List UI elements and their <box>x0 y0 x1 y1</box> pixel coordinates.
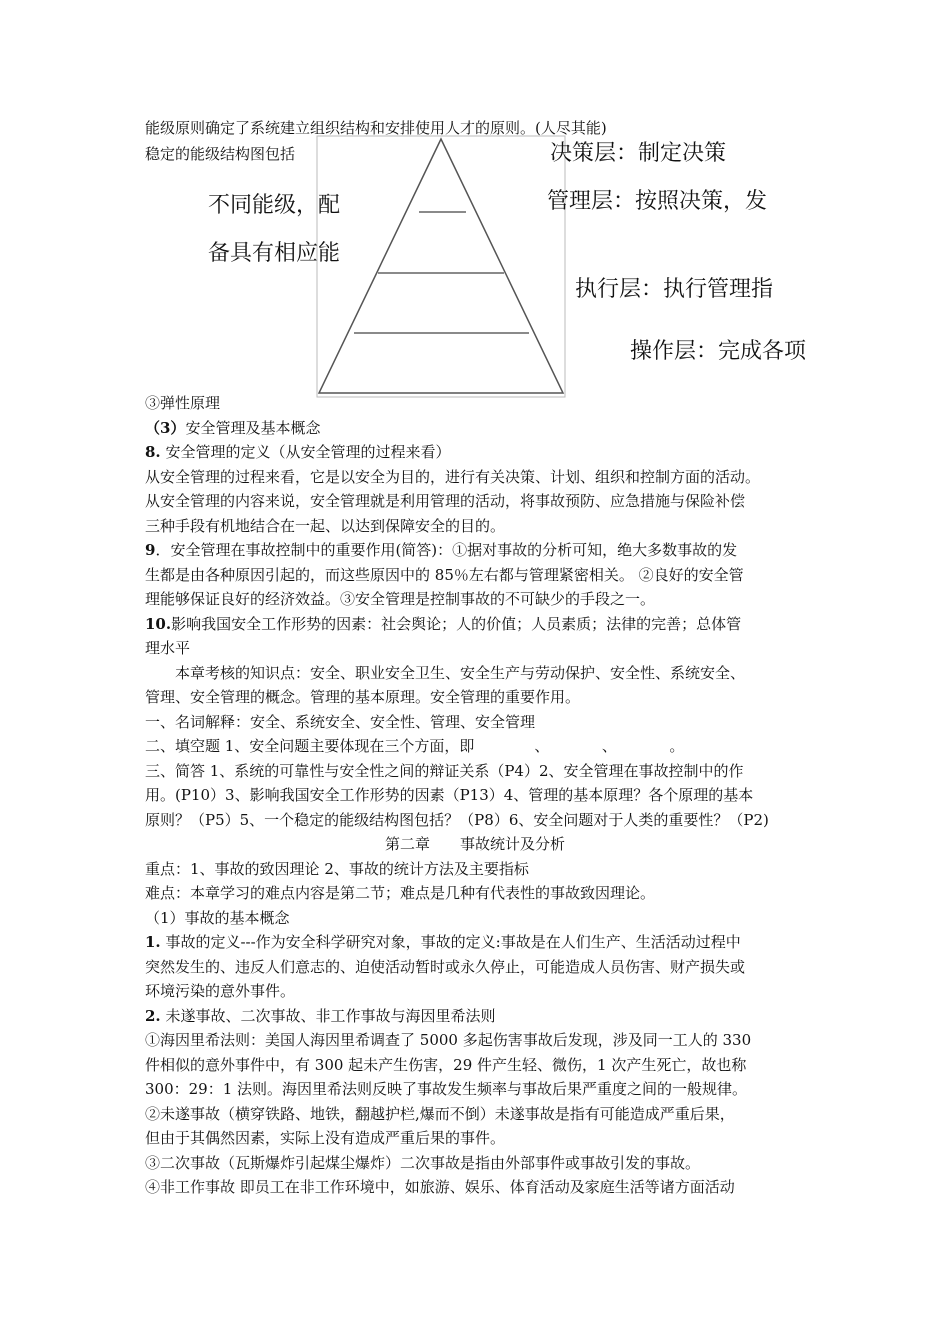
body-line <box>0 834 950 854</box>
body-line <box>145 1079 747 1099</box>
pyramid-triangle <box>319 139 563 393</box>
energy-level-pyramid-figure <box>316 135 566 398</box>
level-management: 管理层：按照决策，发 <box>547 189 768 214</box>
line-text: 环境污染的意外事件。 <box>145 982 296 1000</box>
pyramid-left-text-1: 不同能级，配 <box>208 193 341 218</box>
body-line <box>145 1128 505 1148</box>
line-text: 难点：本章学习的难点内容是第二节；难点是几种有代表性的事故致因理论。 <box>145 884 656 902</box>
body-line <box>145 614 741 634</box>
body-line <box>145 491 745 511</box>
line-text: 事故的定义---作为安全科学研究对象，事故的定义:事故是在人们生产、生活活动过程中 <box>160 933 741 951</box>
line-text: 本章考核的知识点：安全、职业安全卫生、安全生产与劳动保护、安全性、系统安全、 <box>145 663 746 682</box>
body-line <box>145 908 290 928</box>
body-line <box>145 393 220 413</box>
body-line <box>145 981 295 1001</box>
body-line <box>145 1104 735 1124</box>
body-line <box>145 663 745 683</box>
body-line <box>145 1055 746 1075</box>
body-line <box>145 418 320 438</box>
line-text: ③弹性原理 <box>145 394 221 412</box>
body-line <box>145 957 745 977</box>
line-number: 2. <box>145 1006 161 1025</box>
line-text: 影响我国安全工作形势的因素：社会舆论；人的价值；人员素质；法律的完善；总体管 <box>171 614 742 633</box>
line-text: ③二次事故（瓦斯爆炸引起煤尘爆炸）二次事故是指由外部事件或事故引发的事故。 <box>145 1153 701 1172</box>
line-text: ②未遂事故（横穿铁路、地铁，翻越护栏,爆而不倒）未遂事故是指有可能造成严重后果， <box>145 1104 735 1123</box>
line-text: ①海因里希法则：美国人海因里希调查了 5000 多起伤害事故后发现，涉及同一工人的 330 <box>145 1031 752 1049</box>
line-text: 件相似的意外事件中，有 300 起未产生伤害，29 件产生轻、微伤，1 次产生死亡，故也称 <box>145 1055 747 1074</box>
body-line <box>145 712 535 732</box>
line-text: 从安全管理的过程来看，它是以安全为目的，进行有关决策、计划、组织和控制方面的活动。 <box>145 467 761 486</box>
line-text: （1）事故的基本概念 <box>145 908 290 927</box>
line-number: （3） <box>145 418 186 437</box>
body-line <box>145 565 744 585</box>
figure-frame <box>317 136 565 397</box>
body-line <box>145 638 190 658</box>
body-line <box>145 1177 735 1197</box>
line-number: 9 <box>145 541 156 559</box>
body-line <box>145 761 744 781</box>
line-text: 安全管理及基本概念 <box>185 418 321 437</box>
body-line <box>145 589 655 609</box>
line-number: 10. <box>145 614 172 633</box>
line-text: 理能够保证良好的经济效益。③安全管理是控制事故的不可缺少的手段之一。 <box>145 590 656 608</box>
body-line <box>145 810 769 830</box>
line-text: 理水平 <box>145 639 191 657</box>
intro-line-1: 能级原则确定了系统建立组织结构和安排使用人才的原则。(人尽其能) <box>145 119 607 137</box>
body-line <box>145 442 450 462</box>
body-line <box>145 1030 751 1050</box>
line-text: 第二章 事故统计及分析 <box>384 835 565 853</box>
line-number: 8. <box>145 443 161 461</box>
line-text: 突然发生的、违反人们意志的、迫使活动暂时或永久停止，可能造成人员伤害、财产损失或 <box>145 957 746 976</box>
body-line <box>145 540 737 560</box>
line-text: 300：29：1 法则。海因里希法则反映了事故发生频率与事故后果严重度之间的一般规律。 <box>145 1080 748 1098</box>
line-text: ．安全管理在事故控制中的重要作用(简答)：①据对事故的分析可知，绝大多数事故的发 <box>155 541 738 559</box>
level-decision: 决策层：制定决策 <box>550 141 727 166</box>
line-text: 原则？（P5）5、一个稳定的能级结构图包括？（P8）6、安全问题对于人类的重要性？（P2) <box>145 810 769 829</box>
pyramid-left-text-2: 备具有相应能 <box>208 241 341 266</box>
line-text: 但由于其偶然因素，实际上没有造成严重后果的事件。 <box>145 1129 506 1147</box>
line-text: 未遂事故、二次事故、非工作事故与海因里希法则 <box>160 1006 496 1025</box>
line-text: 一、名词解释：安全、系统安全、安全性、管理、安全管理 <box>145 712 536 731</box>
line-text: 管理、安全管理的概念。管理的基本原理。安全管理的重要作用。 <box>145 688 581 706</box>
line-text: 从安全管理的内容来说，安全管理就是利用管理的活动，将事故预防、应急措施与保险补偿 <box>145 492 746 510</box>
body-line <box>145 859 529 879</box>
body-line <box>145 785 753 805</box>
line-text: 三、简答 1、系统的可靠性与安全性之间的辩证关系（P4）2、安全管理在事故控制中的作 <box>145 761 744 780</box>
body-line <box>145 932 741 952</box>
body-line <box>145 687 580 707</box>
line-text: 重点：1、事故的致因理论 2、事故的统计方法及主要指标 <box>145 859 529 878</box>
line-text: ④非工作事故 即员工在非工作环境中，如旅游、娱乐、体育活动及家庭生活等诸方面活动 <box>145 1178 735 1196</box>
level-execution: 执行层：执行管理指 <box>575 277 774 302</box>
body-line <box>145 1006 495 1026</box>
body-line <box>145 736 684 756</box>
line-text: 二、填空题 1、安全问题主要体现在三个方面，即 、 、 。 <box>145 737 685 755</box>
line-text: 用。(P10）3、影响我国安全工作形势的因素（P13）4、管理的基本原理？各个原理的基本 <box>145 786 754 804</box>
level-operation: 操作层：完成各项 <box>630 339 807 364</box>
body-line <box>145 467 760 487</box>
line-number: 1. <box>145 933 161 951</box>
line-text: 安全管理的定义（从安全管理的过程来看） <box>160 443 451 461</box>
intro-line-2: 稳定的能级结构图包括 <box>145 145 296 163</box>
body-line <box>145 1153 700 1173</box>
body-line <box>145 516 505 536</box>
line-text: 三种手段有机地结合在一起、以达到保障安全的目的。 <box>145 516 506 535</box>
body-line <box>145 883 655 903</box>
line-text: 生都是由各种原因引起的，而这些原因中的 85％左右都与管理紧密相关。 ②良好的安全管 <box>145 565 744 584</box>
